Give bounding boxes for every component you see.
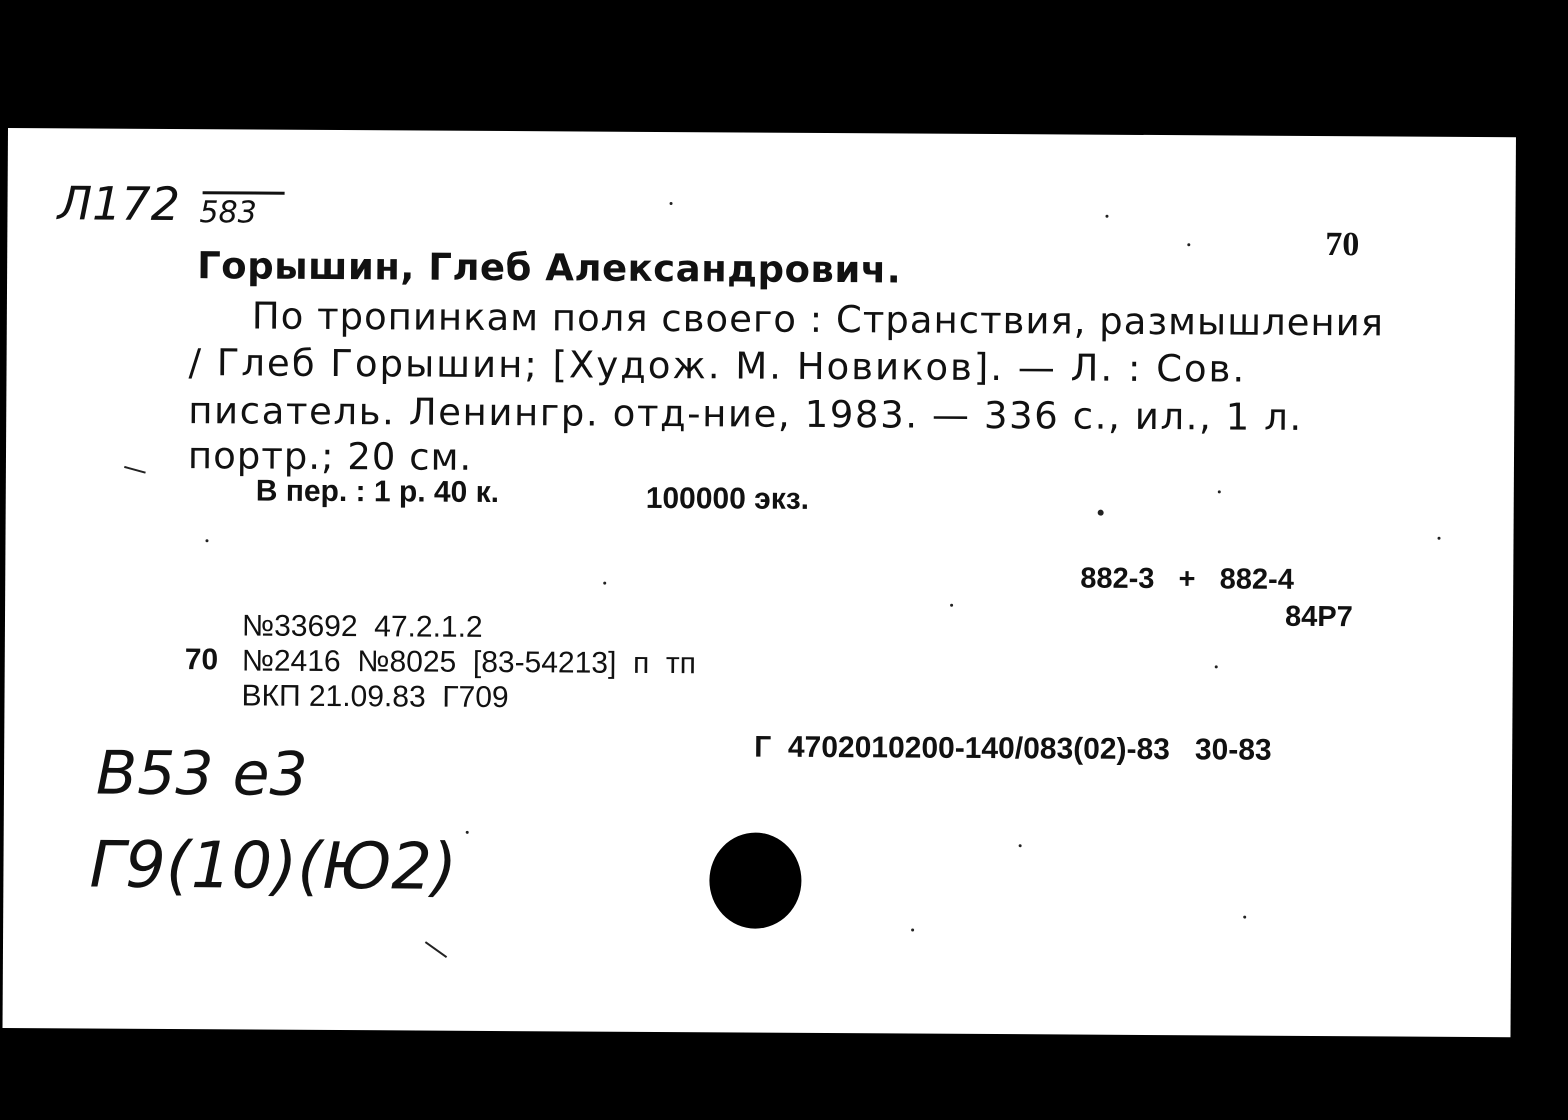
speck <box>1019 844 1022 847</box>
punch-hole <box>709 832 802 929</box>
author-heading: Горышин, Глеб Александрович. <box>197 244 902 292</box>
description-line-1: По тропинкам поля своего : Странствия, размышления <box>251 294 1385 345</box>
speck <box>1215 665 1218 668</box>
speck <box>1243 916 1246 919</box>
classification-code-2: 84Р7 <box>1284 600 1353 634</box>
speck <box>911 929 914 932</box>
card-number: 70 <box>1325 226 1360 264</box>
registry-line-3: ВКП 21.09.83 Г709 <box>241 679 509 715</box>
speck <box>950 604 953 607</box>
handwritten-class-code-2: Г9(10)(Ю2) <box>89 828 458 905</box>
speck <box>466 831 469 834</box>
description-line-4: портр.; 20 см. <box>187 434 473 479</box>
handwritten-shelf-mark-sub: 583 <box>199 195 257 231</box>
speck <box>1098 510 1104 516</box>
shelf-mark-rule <box>203 191 285 195</box>
isbn-line: Г 4702010200-140/083(02)-83 30-83 <box>754 730 1272 767</box>
handwritten-shelf-mark: Л172 <box>57 176 181 232</box>
registry-line-1: №33692 47.2.1.2 <box>241 609 483 644</box>
print-run: 100000 экз. <box>645 481 810 516</box>
registry-line-2: №2416 №8025 [83-54213] п тп <box>241 644 697 681</box>
speck <box>1438 537 1441 540</box>
stray-mark <box>425 941 447 958</box>
classification-codes: 882-3 + 882-4 <box>1080 562 1294 596</box>
description-line-2: / Глеб Горышин; [Худож. М. Новиков]. — Л. : Сов. <box>188 341 1247 391</box>
speck <box>205 539 208 542</box>
price-binding: В пер. : 1 р. 40 к. <box>255 474 500 510</box>
speck <box>1187 243 1190 246</box>
catalog-card <box>3 128 1516 1037</box>
speck <box>603 582 606 585</box>
speck <box>1218 490 1221 493</box>
speck <box>1105 215 1108 218</box>
speck <box>670 202 673 205</box>
description-line-3: писатель. Ленингр. отд-ние, 1983. — 336 с., ил., 1 л. <box>188 389 1303 439</box>
handwritten-class-code: В53 е3 <box>95 738 308 810</box>
registry-line-2-prefix: 70 <box>184 643 219 677</box>
stray-mark <box>124 466 146 474</box>
